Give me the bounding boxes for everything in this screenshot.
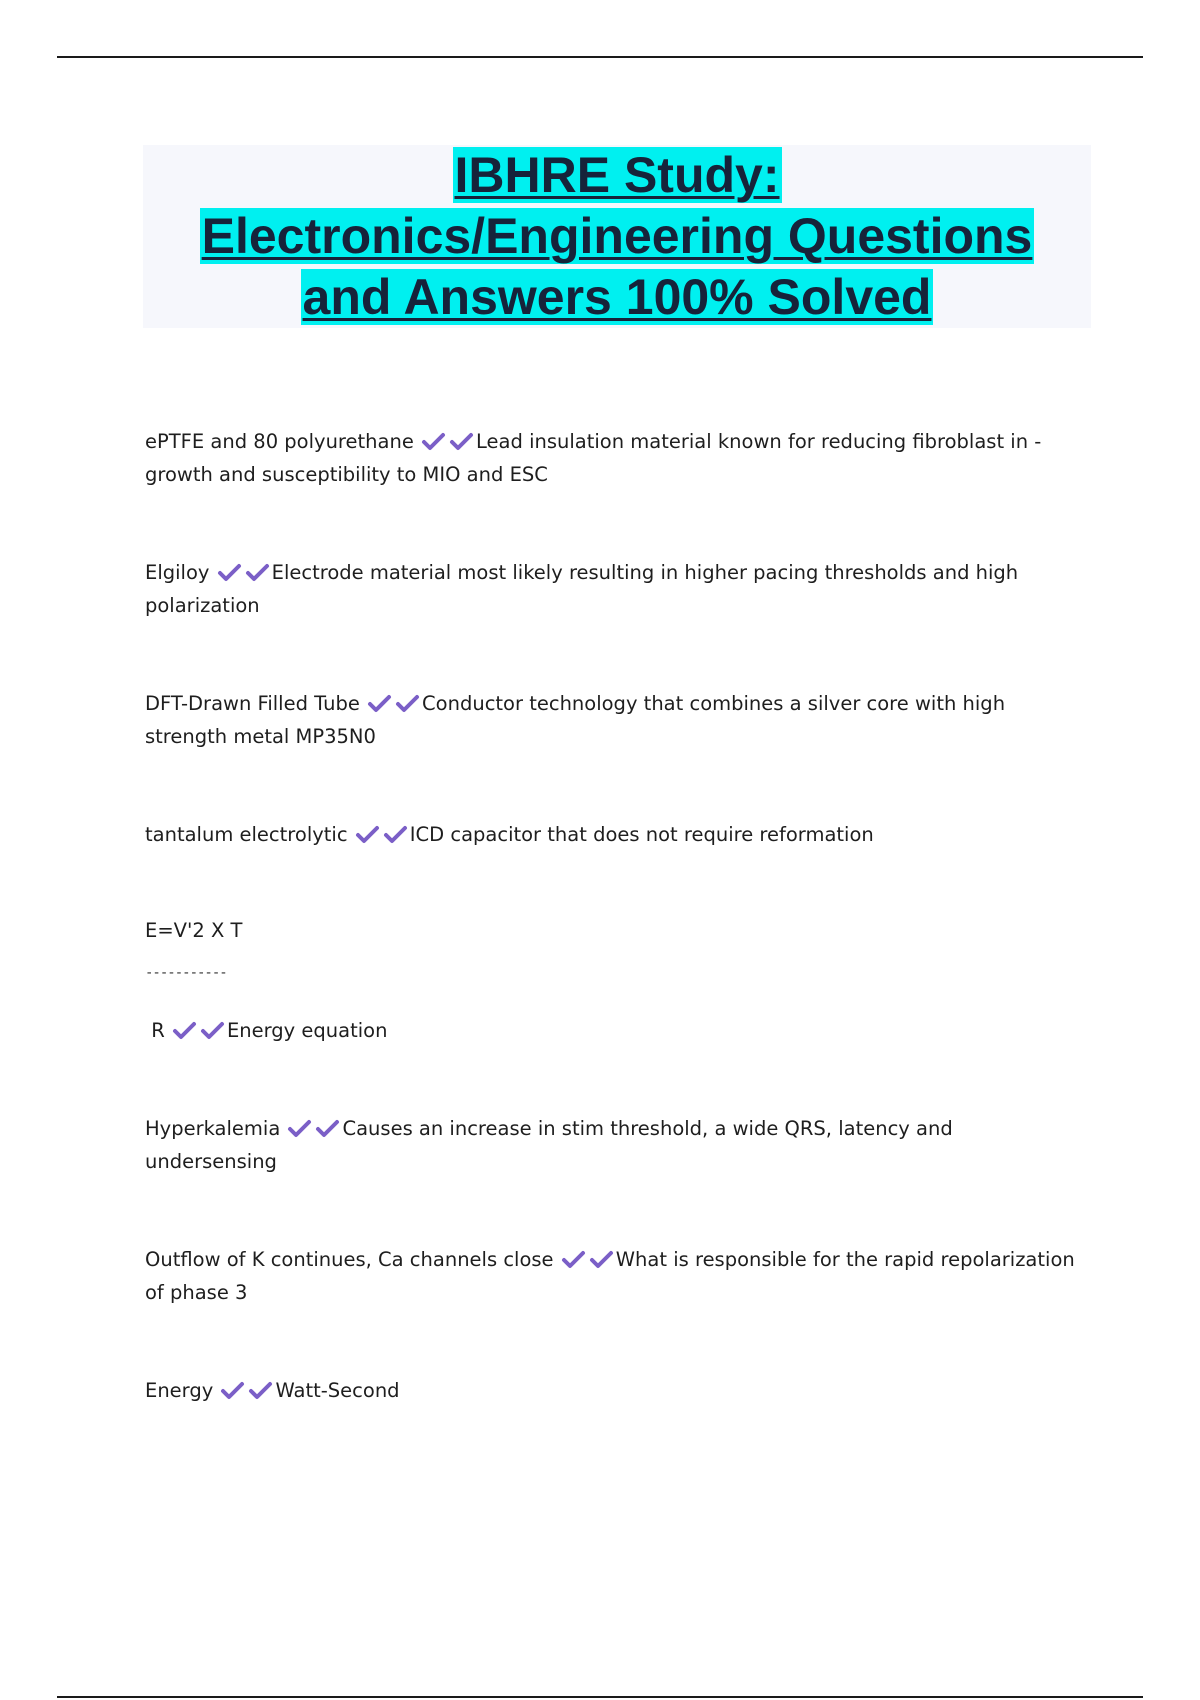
qa-item <box>145 818 1095 851</box>
check-mark-icon <box>315 1119 341 1139</box>
check-mark-icon <box>395 694 421 714</box>
title-line-2: Electronics/Engineering Questions <box>201 208 1033 264</box>
qa-definition: ICD capacitor that does not require reformation <box>409 823 874 846</box>
document-title <box>143 145 1091 328</box>
qa-term: DFT-Drawn Filled Tube <box>145 692 360 715</box>
qa-definition: Energy equation <box>226 1019 388 1042</box>
qa-definition-continued: strength metal MP35N0 <box>145 725 376 748</box>
check-mark-icon <box>367 694 393 714</box>
qa-item <box>145 687 1095 753</box>
check-mark-icon <box>589 1250 615 1270</box>
qa-term: Elgiloy <box>145 561 210 584</box>
qa-item <box>145 556 1095 622</box>
equation-numerator: E=V'2 X T <box>145 919 243 942</box>
qa-term: R <box>145 1019 165 1042</box>
check-mark-icon <box>245 563 271 583</box>
check-mark-icon <box>449 432 475 452</box>
qa-definition-continued: of phase 3 <box>145 1281 248 1304</box>
check-mark-icon <box>217 563 243 583</box>
qa-definition-continued: undersensing <box>145 1150 277 1173</box>
qa-item <box>145 1374 1095 1407</box>
qa-definition: Electrode material most likely resulting in higher pacing thresholds and high <box>271 561 1019 584</box>
title-line-1: IBHRE Study: <box>454 147 780 203</box>
qa-item <box>145 425 1095 491</box>
check-mark-icon <box>220 1381 246 1401</box>
check-mark-icon <box>287 1119 313 1139</box>
qa-term: Outflow of K continues, Ca channels close <box>145 1248 554 1271</box>
qa-definition: Causes an increase in stim threshold, a wide QRS, latency and <box>342 1117 953 1140</box>
title-line-3: and Answers 100% Solved <box>302 269 932 325</box>
check-mark-icon <box>561 1250 587 1270</box>
qa-definition: Lead insulation material known for reducing fibroblast in - <box>476 430 1042 453</box>
qa-item <box>145 1112 1095 1178</box>
qa-item <box>145 1243 1095 1309</box>
qa-item <box>145 1014 1095 1047</box>
check-mark-icon <box>383 825 409 845</box>
check-mark-icon <box>421 432 447 452</box>
qa-term: Energy <box>145 1379 214 1402</box>
header-rule <box>57 56 1143 58</box>
check-mark-icon <box>355 825 381 845</box>
qa-term: tantalum electrolytic <box>145 823 348 846</box>
qa-definition-continued: polarization <box>145 594 260 617</box>
equation-fraction-bar: ----------- <box>145 965 227 981</box>
footer-rule <box>57 1696 1143 1698</box>
qa-definition-continued: growth and susceptibility to MIO and ESC <box>145 463 548 486</box>
check-mark-icon <box>248 1381 274 1401</box>
check-mark-icon <box>200 1021 226 1041</box>
qa-term: ePTFE and 80 polyurethane <box>145 430 414 453</box>
qa-term: Hyperkalemia <box>145 1117 281 1140</box>
check-mark-icon <box>172 1021 198 1041</box>
qa-definition: What is responsible for the rapid repolarization <box>615 1248 1075 1271</box>
qa-definition: Conductor technology that combines a silver core with high <box>422 692 1006 715</box>
qa-item <box>145 914 1095 947</box>
qa-definition: Watt-Second <box>275 1379 400 1402</box>
